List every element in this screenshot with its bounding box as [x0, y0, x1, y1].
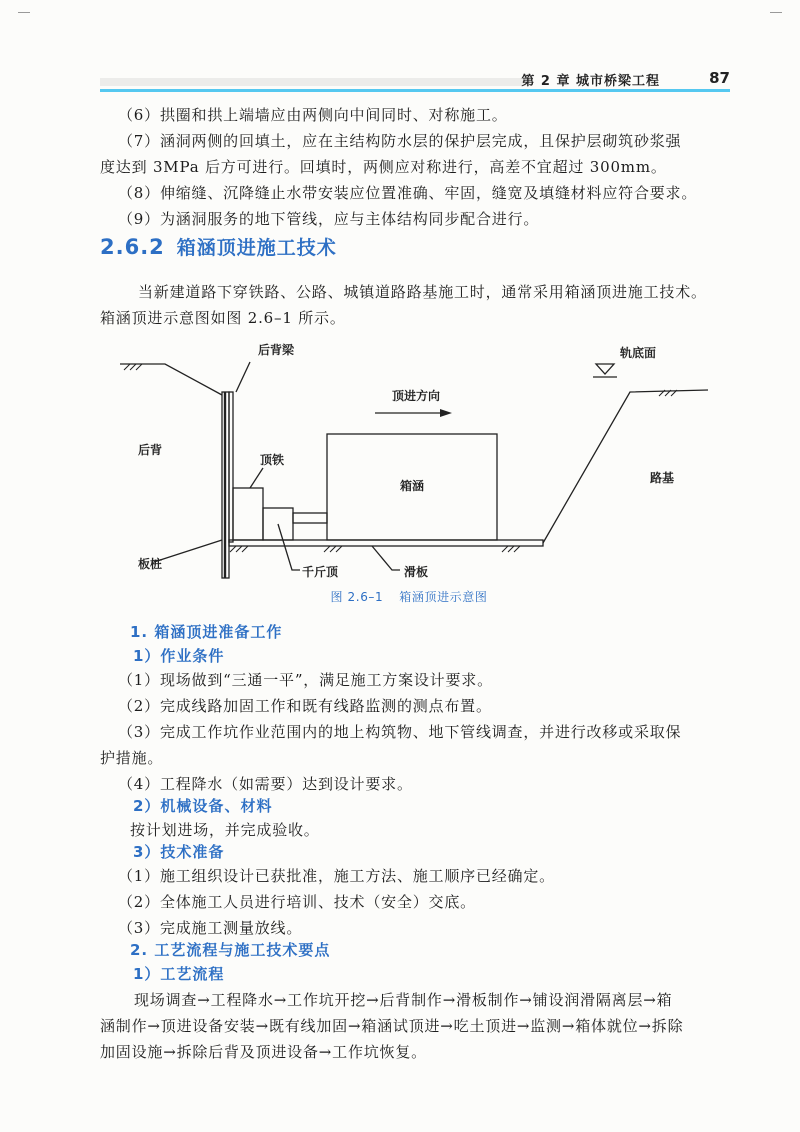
paragraph-line: （7）涵洞两侧的回填土，应在主结构防水层的保护层完成，且保护层砌筑砂浆强: [118, 132, 682, 150]
crop-mark-right: [770, 12, 782, 13]
crop-mark-left: [18, 12, 30, 13]
heading-tech-prep: 3）技术准备: [133, 843, 225, 861]
paragraph-line: 度达到 3MPa 后方可进行。回填时，两侧应对称进行，高差不宜超过 300mm。: [100, 158, 667, 176]
paragraph-line: （9）为涵洞服务的地下管线，应与主体结构同步配合进行。: [118, 210, 540, 228]
list-item-continuation: 护措施。: [100, 749, 164, 767]
list-item: （1）现场做到“三通一平”，满足施工方案设计要求。: [118, 671, 493, 689]
label-top-iron: 顶铁: [260, 453, 285, 467]
arrow-head: [440, 409, 452, 417]
running-header: [100, 66, 730, 88]
list-item: （2）全体施工人员进行培训、技术（安全）交底。: [118, 893, 476, 911]
subgrade-slope: [543, 390, 708, 543]
header-bar: [100, 78, 530, 86]
label-back: 后背: [138, 443, 163, 457]
heading-process-flow: 1）工艺流程: [133, 965, 225, 983]
label-jack: 千斤顶: [302, 565, 339, 579]
section-number: 2.6.2: [100, 235, 165, 259]
page-number: 87: [709, 69, 730, 87]
label-box-culvert: 箱涵: [400, 479, 425, 493]
list-item: （3）完成工作坑作业范围内的地上构筑物、地下管线调查，并进行改移或采取保: [118, 723, 682, 741]
rail-level-symbol: [596, 364, 614, 374]
header-rule: [100, 89, 730, 92]
heading-part2: 2. 工艺流程与施工技术要点: [130, 941, 331, 959]
label-subgrade: 路基: [650, 471, 675, 485]
leader-top-iron: [250, 468, 263, 488]
header-chapter: 第 2 章 城市桥梁工程: [521, 74, 660, 89]
list-item: （3）完成施工测量放线。: [118, 919, 303, 937]
leader-jack: [278, 524, 300, 570]
box-culvert-diagram: [110, 340, 720, 590]
caption-number: 图 2.6–1: [330, 590, 384, 604]
label-back-beam: 后背梁: [258, 343, 295, 357]
paragraph-line: （8）伸缩缝、沉降缝止水带安装应位置准确、牢固，缝宽及填缝材料应符合要求。: [118, 184, 698, 202]
caption-title: 箱涵顶进示意图: [399, 590, 488, 604]
label-rail-bottom: 轨底面: [620, 346, 657, 360]
list-item: （2）完成线路加固工作和既有线路监测的测点布置。: [118, 697, 492, 715]
intro-line: 箱涵顶进示意图如图 2.6–1 所示。: [100, 309, 346, 327]
process-flow-line: 现场调查→工程降水→工作坑开挖→后背制作→滑板制作→铺设润滑隔离层→箱: [134, 991, 673, 1009]
intro-line: 当新建道路下穿铁路、公路、城镇道路路基施工时，通常采用箱涵顶进施工技术。: [138, 283, 707, 301]
list-item: （4）工程降水（如需要）达到设计要求。: [118, 775, 413, 793]
list-item: （1）施工组织设计已获批准，施工方法、施工顺序已经确定。: [118, 867, 555, 885]
figure-caption: [100, 588, 718, 605]
section-title-text: 箱涵顶进施工技术: [176, 237, 337, 259]
leader-slide-plate: [372, 546, 400, 570]
heading-part1: 1. 箱涵顶进准备工作: [130, 623, 283, 641]
jack-rod: [293, 513, 327, 523]
label-jack-direction: 顶进方向: [392, 389, 441, 403]
left-ground-line: [120, 364, 222, 395]
leader-sheet-pile: [154, 540, 222, 562]
heading-equipment: 2）机械设备、材料: [133, 797, 273, 815]
process-flow-line: 涵制作→顶进设备安装→既有线加固→箱涵试顶进→吃土顶进→监测→箱体就位→拆除: [100, 1017, 684, 1035]
section-title: [100, 233, 337, 260]
label-slide-plate: 滑板: [404, 565, 429, 579]
slide-plate: [229, 540, 543, 546]
process-flow-line: 加固设施→拆除后背及顶进设备→工作坑恢复。: [100, 1043, 427, 1061]
top-iron: [233, 488, 263, 540]
heading-work-conditions: 1）作业条件: [133, 647, 225, 665]
leader-back-beam: [236, 362, 250, 392]
label-sheet-pile: 板桩: [138, 557, 163, 571]
paragraph-line: （6）拱圈和拱上端墙应由两侧向中间同时、对称施工。: [118, 106, 508, 124]
list-item: 按计划进场，并完成验收。: [130, 821, 320, 839]
